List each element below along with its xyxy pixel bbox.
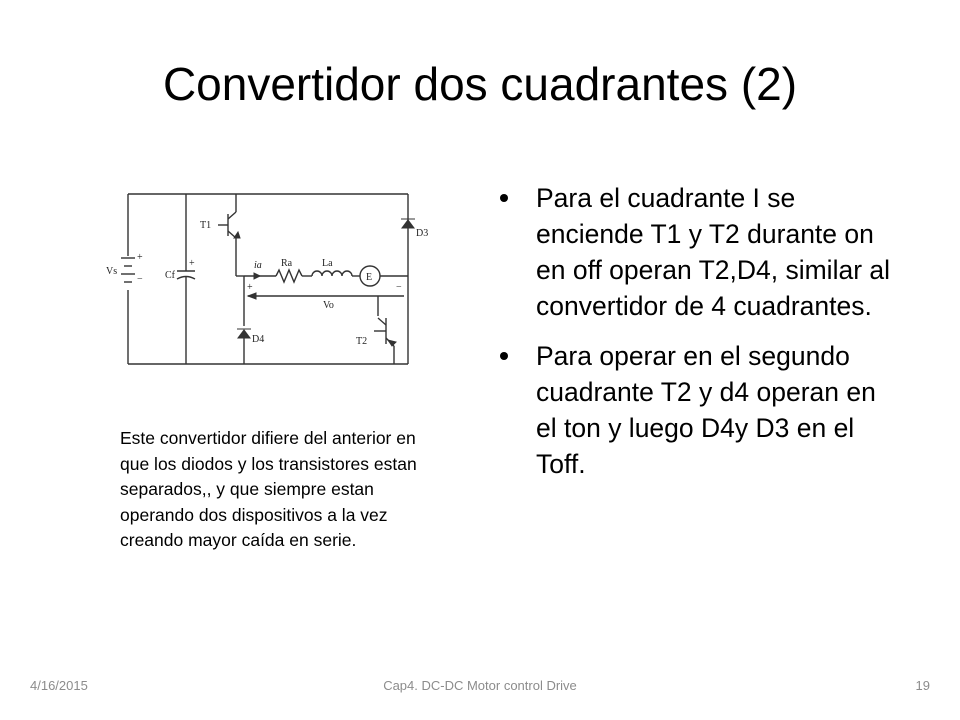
label-ra: Ra	[281, 258, 293, 269]
label-vo-plus: +	[247, 282, 253, 293]
bullet-text: Para el cuadrante I se enciende T1 y T2 durante on en off operan T2,D4, similar al convertidor de 4 cuadrantes.	[536, 183, 891, 321]
label-vo-minus: −	[396, 282, 402, 293]
label-d4: D4	[252, 334, 265, 345]
bullet-item	[500, 338, 900, 482]
bullet-dot-icon	[500, 194, 508, 202]
slide-title: Convertidor dos cuadrantes (2)	[162, 58, 798, 110]
label-la: La	[322, 258, 333, 269]
bullet-dot-icon	[500, 352, 508, 360]
bullet-list	[500, 180, 900, 496]
label-cf-plus: +	[189, 258, 195, 269]
label-vs: Vs	[106, 266, 118, 277]
label-d3: D3	[416, 228, 429, 239]
page-number: 19	[915, 678, 930, 693]
bullet-text: Para operar en el segundo cuadrante T2 y d4 operan en el ton y luego D4y D3 en el Toff.	[536, 341, 876, 479]
label-t2: T2	[356, 336, 368, 347]
label-t1: T1	[200, 220, 212, 231]
footer-date: 4/16/2015	[30, 678, 88, 693]
label-vo: Vo	[323, 300, 334, 311]
label-cf: Cf	[165, 270, 175, 281]
label-vs-plus: +	[137, 252, 143, 263]
label-vs-minus: −	[137, 274, 143, 285]
bullet-item	[500, 180, 900, 324]
label-e: E	[366, 272, 373, 283]
label-ia: ia	[254, 260, 262, 271]
side-note: Este convertidor difiere del anterior en que los diodos y los transistores estan separados,, y que siempre estan operando dos dispositivos a la vez creando mayor caída en serie.	[120, 428, 417, 551]
footer-title: Cap4. DC-DC Motor control Drive	[383, 678, 577, 693]
circuit-diagram	[106, 178, 429, 380]
